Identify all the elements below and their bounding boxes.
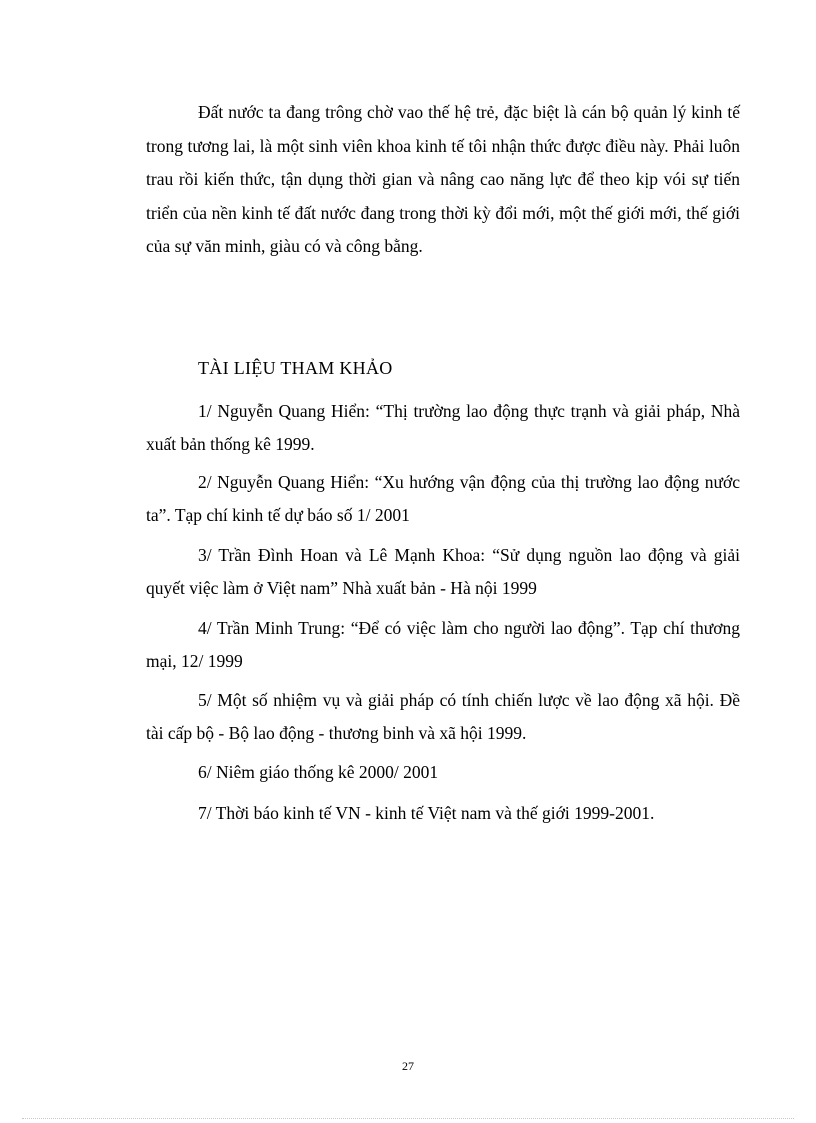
- page-number: 27: [402, 1059, 414, 1073]
- reference-item-1: 1/ Nguyễn Quang Hiển: “Thị trường lao động thực trạnh và giải pháp, Nhà xuất bản thống kê 1999.: [146, 401, 740, 454]
- reference-item-2: 2/ Nguyễn Quang Hiển: “Xu hướng vận động của thị trường lao động nước ta”. Tạp chí kinh tế dự báo số 1/ 2001: [146, 472, 740, 525]
- reference-item-6: 6/ Niêm giáo thống kê 2000/ 2001: [198, 762, 439, 782]
- references-heading: TÀI LIỆU THAM KHẢO: [198, 358, 393, 378]
- reference-item-7: 7/ Thời báo kinh tế VN - kinh tế Việt nam và thế giới 1999-2001.: [198, 803, 655, 823]
- reference-item-3: 3/ Trần Đình Hoan và Lê Mạnh Khoa: “Sử dụng nguồn lao động và giải quyết việc làm ở Việt nam” Nhà xuất bản - Hà nội 1999: [146, 545, 740, 598]
- intro-paragraph: Đất nước ta đang trông chờ vao thế hệ trẻ, đặc biệt là cán bộ quản lý kinh tế trong tương lai, là một sinh viên khoa kinh tế tôi nhận thức được điều này. Phải luôn trau rồi kiến thức, tận dụng thời gian và nâng cao năng lực để theo kịp vói sự tiến triển của nền kinh tế đất nước đang trong thời kỳ đổi mới, một thế giới mới, thế giới của sự văn minh, giàu có và công bằng.: [146, 102, 740, 256]
- reference-item-5: 5/ Một số nhiệm vụ và giải pháp có tính chiến lược về lao động xã hội. Đề tài cấp bộ - Bộ lao động - thương binh và xã hội 1999.: [146, 690, 740, 743]
- reference-item-4: 4/ Trần Minh Trung: “Để có việc làm cho người lao động”. Tạp chí thương mại, 12/ 1999: [146, 618, 740, 671]
- footer-dotted-rule: [22, 1118, 794, 1119]
